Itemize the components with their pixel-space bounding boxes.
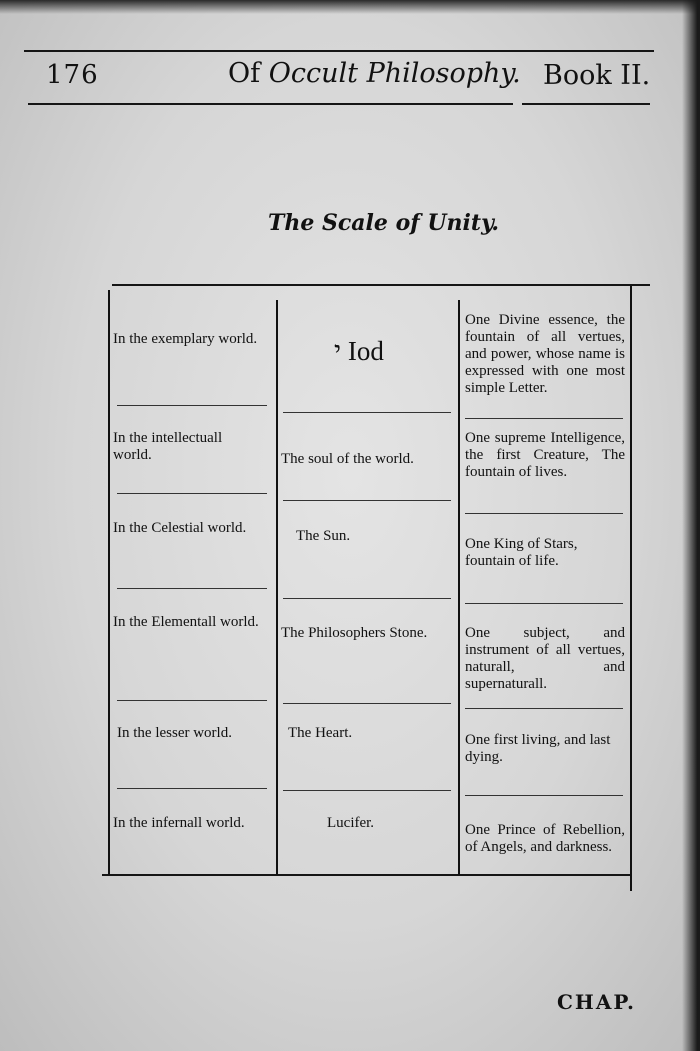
column-divider-2 <box>458 300 460 875</box>
row-rule <box>283 790 451 791</box>
item-cell: The Sun. <box>296 528 351 544</box>
table-bottom-border <box>102 874 632 876</box>
table-top-border <box>112 284 650 286</box>
page-number: 176 <box>46 60 99 90</box>
world-cell: In the lesser world. <box>117 725 232 741</box>
catchword: CHAP. <box>557 990 637 1014</box>
row-rule <box>117 493 267 494</box>
header-rule-bottom-left <box>28 103 513 105</box>
running-title <box>228 58 521 89</box>
row-rule <box>465 795 623 796</box>
world-cell: In the Celestial world. <box>113 520 247 536</box>
row-rule <box>117 405 267 406</box>
item-cell: י Iod <box>334 336 384 366</box>
item-cell: Lucifer. <box>327 815 375 831</box>
description-cell: One Prince of Rebellion, of Angels, and darkness. <box>465 822 625 855</box>
row-rule <box>283 500 451 501</box>
running-title-main: Occult Philosophy. <box>268 58 521 89</box>
row-rule <box>117 700 267 701</box>
description-cell: One King of Stars, fountain of life. <box>465 536 578 569</box>
row-rule <box>117 588 267 589</box>
row-rule <box>283 412 451 413</box>
scan-shadow-top <box>0 0 700 14</box>
column-divider-1 <box>276 300 278 875</box>
header-rule-bottom-right <box>522 103 650 105</box>
description-cell: One supreme Intelligence, the first Creature, The fountain of lives. <box>465 430 625 480</box>
table-title: The Scale of Unity. <box>268 210 499 236</box>
world-cell: In the exemplary world. <box>113 331 258 347</box>
item-cell: The Philosophers Stone. <box>281 625 428 641</box>
running-title-prefix: Of <box>228 58 261 89</box>
world-cell: In the Elementall world. <box>113 614 259 630</box>
header-rule-top <box>24 50 654 52</box>
row-rule <box>465 708 623 709</box>
row-rule <box>283 598 451 599</box>
table-left-border <box>108 290 110 875</box>
row-rule <box>283 703 451 704</box>
item-cell: The soul of the world. <box>281 451 414 467</box>
item-cell: The Heart. <box>288 725 353 741</box>
row-rule <box>465 603 623 604</box>
world-cell: In the infernall world. <box>113 815 245 831</box>
description-cell: One first living, and last dying. <box>465 732 611 765</box>
book-label: Book II. <box>543 60 651 91</box>
row-rule <box>117 788 267 789</box>
world-cell: In the intellectuall world. <box>113 430 223 463</box>
description-cell: One Divine essence, the fountain of all vertues, and power, whose name is expressed with one most simple Letter. <box>465 312 625 396</box>
row-rule <box>465 513 623 514</box>
row-rule <box>465 418 623 419</box>
scan-shadow-right <box>682 0 700 1051</box>
table-right-border <box>630 286 632 891</box>
description-cell: One subject, and instrument of all vertues, naturall, and supernaturall. <box>465 625 625 692</box>
